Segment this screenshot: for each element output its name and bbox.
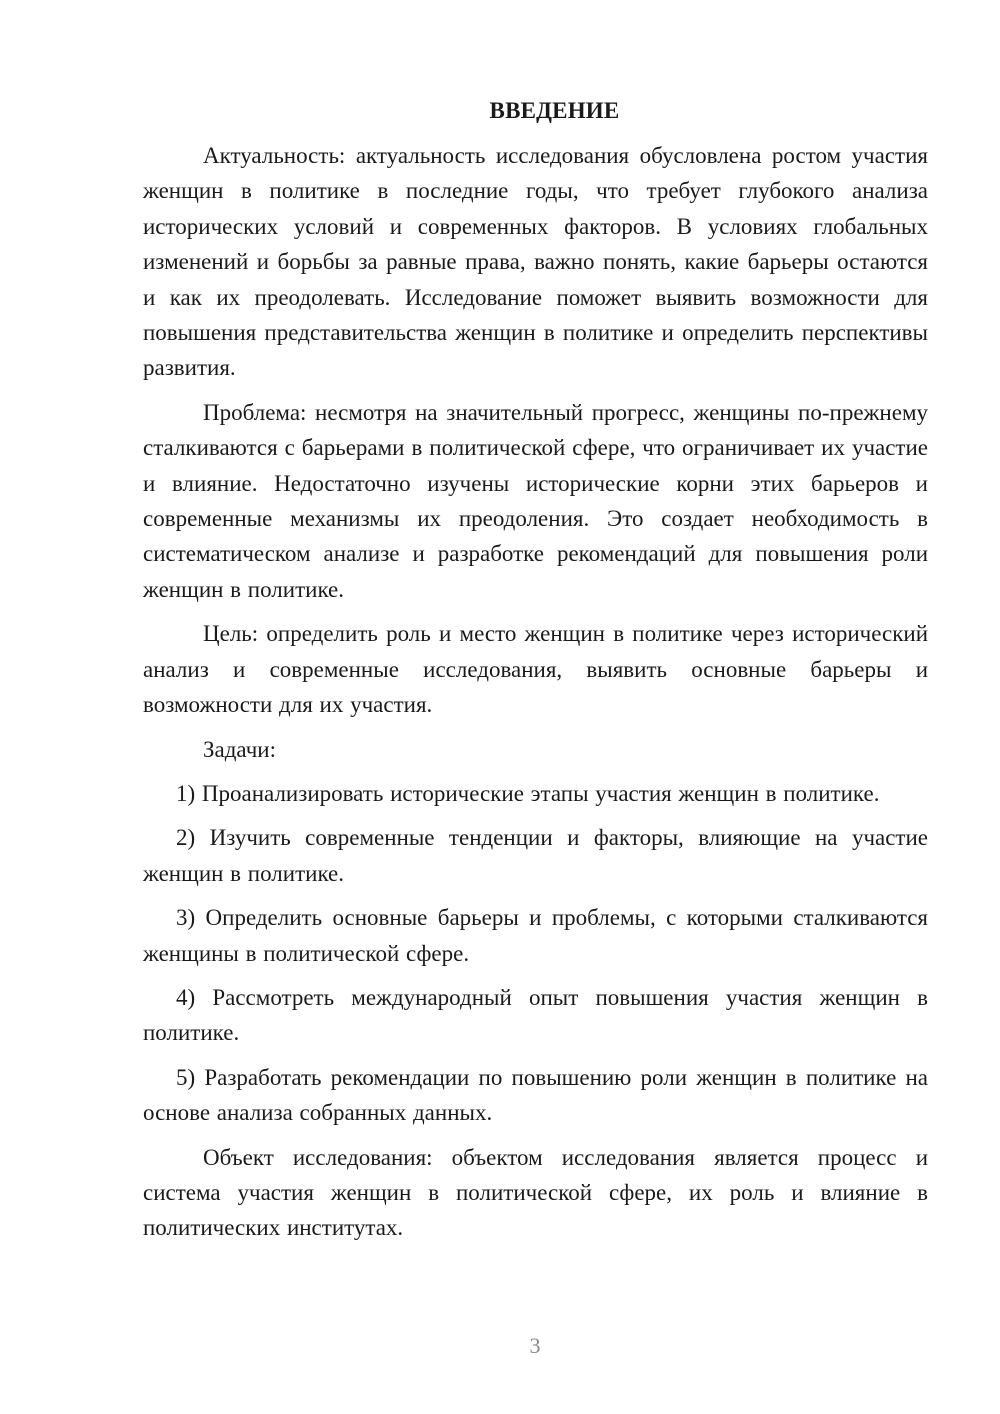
task-item-3: 3) Определить основные барьеры и проблемы, с которыми сталкиваются женщины в политической сфере. [143,905,928,966]
task-item-4: 4) Рассмотреть международный опыт повышения участия женщин в политике. [143,984,928,1046]
goal-paragraph: Цель: определить роль и место женщин в политике через исторический анализ и современные исследования, выявить основные барьеры и возможности для их участия. [143,621,928,718]
problem-paragraph: Проблема: несмотря на значительный прогресс, женщины по-прежнему сталкиваются с барьерами в политической сфере, что ограничивает их участие и влияние. Недостаточно изучены исторические корни этих барьеров и современные механизмы их преодоления. Это создает необходимость в систематическом анализе и разработке рекомендаций для повышения роли женщин в политике. [143,399,928,602]
section-heading: ВВЕДЕНИЕ [489,98,620,123]
task-item-1: 1) Проанализировать исторические этапы участия женщин в политике. [176,780,880,806]
document-page [143,96,928,1246]
task-item-2: 2) Изучить современные тенденции и факторы, влияющие на участие женщин в политике. [143,825,928,886]
tasks-label: Задачи: [203,736,276,762]
object-paragraph: Объект исследования: объектом исследования является процесс и система участия женщин в политической сфере, их роль и влияние в политических институтах. [143,1144,928,1241]
task-item-5: 5) Разработать рекомендации по повышению роли женщин в политике на основе анализа собранных данных. [143,1064,928,1126]
relevance-paragraph: Актуальность: актуальность исследования обусловлена ростом участия женщин в политике в последние годы, что требует глубокого анализа исторических условий и современных факторов. В условиях глобальных изменений и борьбы за равные права, важно понять, какие барьеры остаются и как их преодолевать. Исследование поможет выявить возможности для повышения представительства женщин в политике и определить перспективы развития. [143,143,928,381]
page-number: 3 [529,1333,541,1358]
